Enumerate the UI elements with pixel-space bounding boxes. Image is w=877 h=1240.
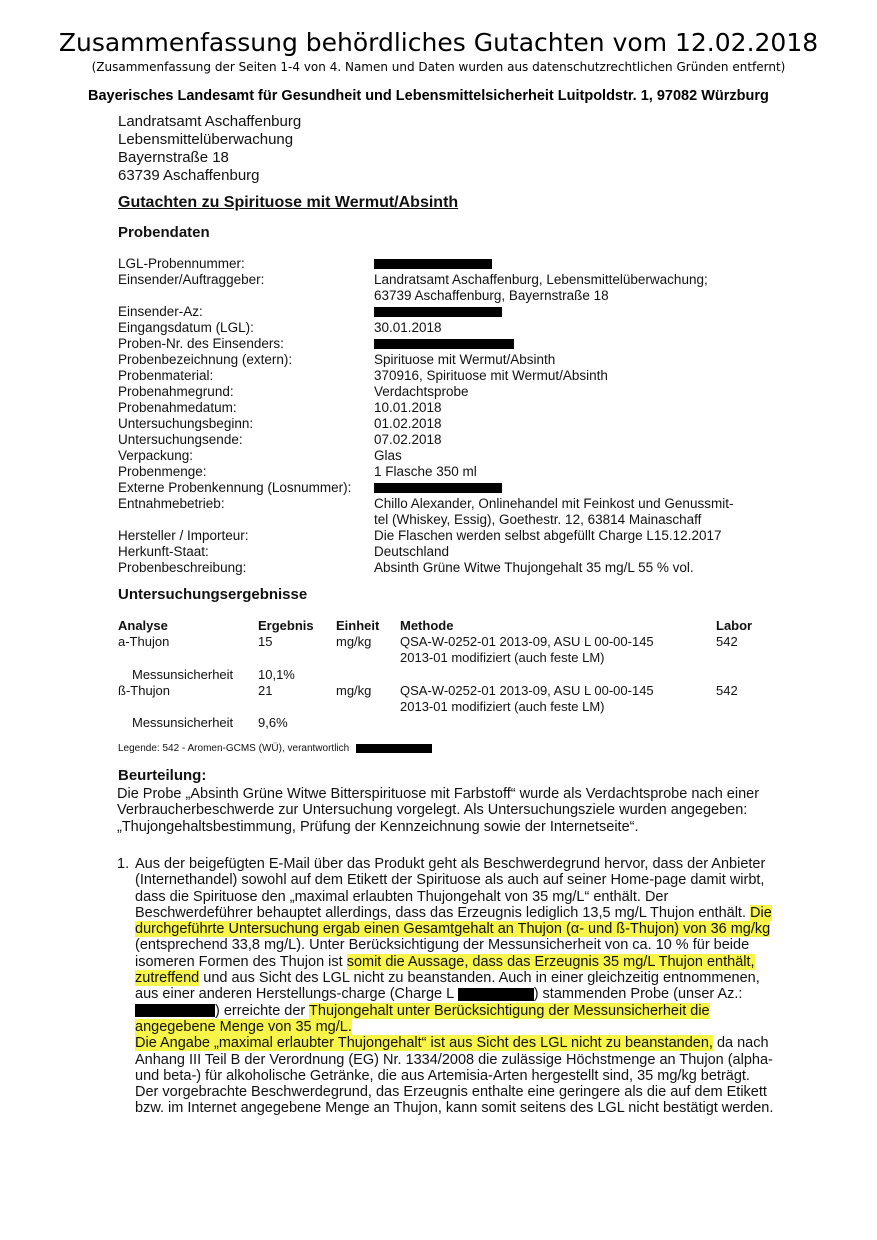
row-label: Externe Probenkennung (Losnummer): xyxy=(118,480,352,495)
result-methode: QSA-W-0252-01 2013-09, ASU L 00-00-145 xyxy=(400,683,654,698)
row-value: Die Flaschen werden selbst abgefüllt Charge L15.12.2017 xyxy=(374,528,722,543)
row-value: 370916, Spirituose mit Wermut/Absinth xyxy=(374,368,608,383)
messunsicherheit-label: Messunsicherheit xyxy=(132,715,234,730)
row-label: Herkunft-Staat: xyxy=(118,544,209,559)
row-value: Glas xyxy=(374,448,402,463)
item-paragraph xyxy=(135,856,775,1035)
item-number: 1. xyxy=(117,856,130,872)
highlighted-text: somit die Aussage, dass das Erzeugnis 35 mg/L Thujon enthält, zutreffend xyxy=(135,953,755,987)
row-label: Einsender-Az: xyxy=(118,304,203,319)
legend-line xyxy=(118,743,432,754)
beurteilung-intro: Die Probe „Absinth Grüne Witwe Bitterspirituose mit Farbstoff“ wurde als Verdachtsprobe nach einer Verbraucherbeschwerde zur Untersuchung vorgelegt. Als Untersuchungsziele wurden angegeben: „Thujongehaltsbestimmung, Prüfung der Kennzeichnung sowie der Internetseite“. xyxy=(117,786,760,835)
highlighted-text: Die durchgeführte Untersuchung ergab einen Gesamtgehalt an Thujon (α- und ß-Thujon) von 36 mg/kg xyxy=(135,904,772,938)
address-line: Bayernstraße 18 xyxy=(118,149,229,166)
row-label: Probenahmegrund: xyxy=(118,384,234,399)
row-label: Probenmaterial: xyxy=(118,368,214,383)
row-value: 10.01.2018 xyxy=(374,400,442,415)
text-span: (entsprechend 33,8 mg/L). Unter Berücksichtigung der Messunsicherheit von ca. 10 % für beide isomeren Formen des Thujon ist xyxy=(135,937,750,970)
row-value: Spirituose mit Wermut/Absinth xyxy=(374,352,556,367)
item-paragraph xyxy=(135,1035,775,1084)
row-value: 30.01.2018 xyxy=(374,320,442,335)
redaction-bar xyxy=(356,744,432,753)
row-value: tel (Whiskey, Essig), Goethestr. 12, 63814 Mainaschaff xyxy=(374,512,702,527)
ergebnisse-heading: Untersuchungsergebnisse xyxy=(118,586,308,603)
redaction-bar xyxy=(135,1004,215,1017)
redacted-value xyxy=(374,256,774,272)
row-label: Probenmenge: xyxy=(118,464,207,479)
messunsicherheit-value: 9,6% xyxy=(258,715,288,730)
row-label: Entnahmebetrieb: xyxy=(118,496,225,511)
row-label: Eingangsdatum (LGL): xyxy=(118,320,254,335)
row-label: LGL-Probennummer: xyxy=(118,256,245,271)
result-labor: 542 xyxy=(716,683,738,698)
row-label: Verpackung: xyxy=(118,448,194,463)
text-span: und aus Sicht des LGL nicht zu beanstanden. Auch in einer gleichzeitig entnommenen, aus einer anderen Herstellungs-charge (Charge L xyxy=(135,970,760,1003)
text-span: ) stammenden Probe (unser Az.: xyxy=(533,986,743,1003)
col-header-methode: Methode xyxy=(400,618,454,633)
row-value: 01.02.2018 xyxy=(374,416,442,431)
row-value: Verdachtsprobe xyxy=(374,384,469,399)
row-label: Probenahmedatum: xyxy=(118,400,237,415)
row-value: 1 Flasche 350 ml xyxy=(374,464,477,479)
redacted-value xyxy=(374,336,774,352)
page-subtitle: (Zusammenfassung der Seiten 1-4 von 4. Namen und Daten wurden aus datenschutzrechtlichen Gründen entfernt) xyxy=(91,60,786,74)
gutachten-heading: Gutachten zu Spirituose mit Wermut/Absinth xyxy=(118,194,459,211)
result-labor: 542 xyxy=(716,634,738,649)
item-body xyxy=(135,856,775,1117)
row-label: Einsender/Auftraggeber: xyxy=(118,272,265,287)
redacted-value xyxy=(374,304,774,320)
result-analyse: a-Thujon xyxy=(118,634,170,649)
messunsicherheit-value: 10,1% xyxy=(258,667,295,682)
row-value: Deutschland xyxy=(374,544,450,559)
result-einheit: mg/kg xyxy=(336,683,372,698)
result-methode: 2013-01 modifiziert (auch feste LM) xyxy=(400,650,605,665)
row-label: Hersteller / Importeur: xyxy=(118,528,249,543)
result-methode: 2013-01 modifiziert (auch feste LM) xyxy=(400,699,605,714)
row-value: 63739 Aschaffenburg, Bayernstraße 18 xyxy=(374,288,609,303)
probendaten-heading: Probendaten xyxy=(118,224,210,241)
result-einheit: mg/kg xyxy=(336,634,372,649)
highlighted-text: Die Angabe „maximal erlaubter Thujongehalt“ ist aus Sicht des LGL nicht zu beanstanden, xyxy=(135,1035,713,1052)
row-label: Probenbezeichnung (extern): xyxy=(118,352,293,367)
col-header-einheit: Einheit xyxy=(336,618,380,633)
row-label: Probenbeschreibung: xyxy=(118,560,247,575)
result-ergebnis: 15 xyxy=(258,634,273,649)
item-paragraph: Der vorgebrachte Beschwerdegrund, das Erzeugnis enthalte eine geringere als die auf dem Etikett bzw. im Internet angegebene Menge an Thujon, kann somit seitens des LGL nicht bestätigt werden. xyxy=(135,1084,774,1117)
authority-line: Bayerisches Landesamt für Gesundheit und Lebensmittelsicherheit Luitpoldstr. 1, 97082 Würzburg xyxy=(88,88,769,104)
result-ergebnis: 21 xyxy=(258,683,273,698)
messunsicherheit-label: Messunsicherheit xyxy=(132,667,234,682)
row-value: Absinth Grüne Witwe Thujongehalt 35 mg/L 55 % vol. xyxy=(374,560,694,575)
row-label: Untersuchungsende: xyxy=(118,432,243,447)
col-header-analyse: Analyse xyxy=(118,618,168,633)
row-label: Proben-Nr. des Einsenders: xyxy=(118,336,284,351)
row-label: Untersuchungsbeginn: xyxy=(118,416,254,431)
result-analyse: ß-Thujon xyxy=(118,683,171,698)
address-line: Landratsamt Aschaffenburg xyxy=(118,113,302,130)
col-header-ergebnis: Ergebnis xyxy=(258,618,314,633)
highlighted-text: Thujongehalt unter Berücksichtigung der Messunsicherheit die angegebene Menge von 35 mg/L. xyxy=(135,1002,710,1035)
text-span: Aus der beigefügten E-Mail über das Produkt geht als Beschwerdegrund hervor, dass der Anbieter (Internethandel) sowohl auf dem Etikett der Spirituose als auch auf seiner Home-page damit wirbt, dass die Spirituose den „maximal erlaubten Thujongehalt von 35 mg/L“ enthält. Der Beschwerdeführer behauptet allerdings, dass das Erzeugnis lediglich 13,5 mg/L Thujon enthält. xyxy=(135,856,766,921)
page-title: Zusammenfassung behördliches Gutachten vom 12.02.2018 xyxy=(58,28,819,57)
result-methode: QSA-W-0252-01 2013-09, ASU L 00-00-145 xyxy=(400,634,654,649)
col-header-labor: Labor xyxy=(716,618,753,633)
redaction-bar xyxy=(458,988,534,1001)
row-value: 07.02.2018 xyxy=(374,432,442,447)
row-value: Landratsamt Aschaffenburg, Lebensmittelüberwachung; xyxy=(374,272,708,287)
text-span: ) erreichte der xyxy=(215,1002,310,1019)
address-line: Lebensmittelüberwachung xyxy=(118,131,294,148)
row-value: Chillo Alexander, Onlinehandel mit Feinkost und Genussmit- xyxy=(374,496,734,511)
redacted-value xyxy=(374,480,774,496)
legend-text: Legende: 542 - Aromen-GCMS (WÜ), verantwortlich xyxy=(118,743,350,754)
text-span: da nach Anhang III Teil B der Verordnung (EG) Nr. 1334/2008 die zulässige Höchstmenge an Thujon (alpha- und beta-) für alkoholische Getränke, die aus Artemisia-Arten hergestellt sind, 35 mg/kg beträgt. xyxy=(135,1035,773,1084)
address-line: 63739 Aschaffenburg xyxy=(118,167,260,184)
beurteilung-heading: Beurteilung: xyxy=(118,767,207,784)
